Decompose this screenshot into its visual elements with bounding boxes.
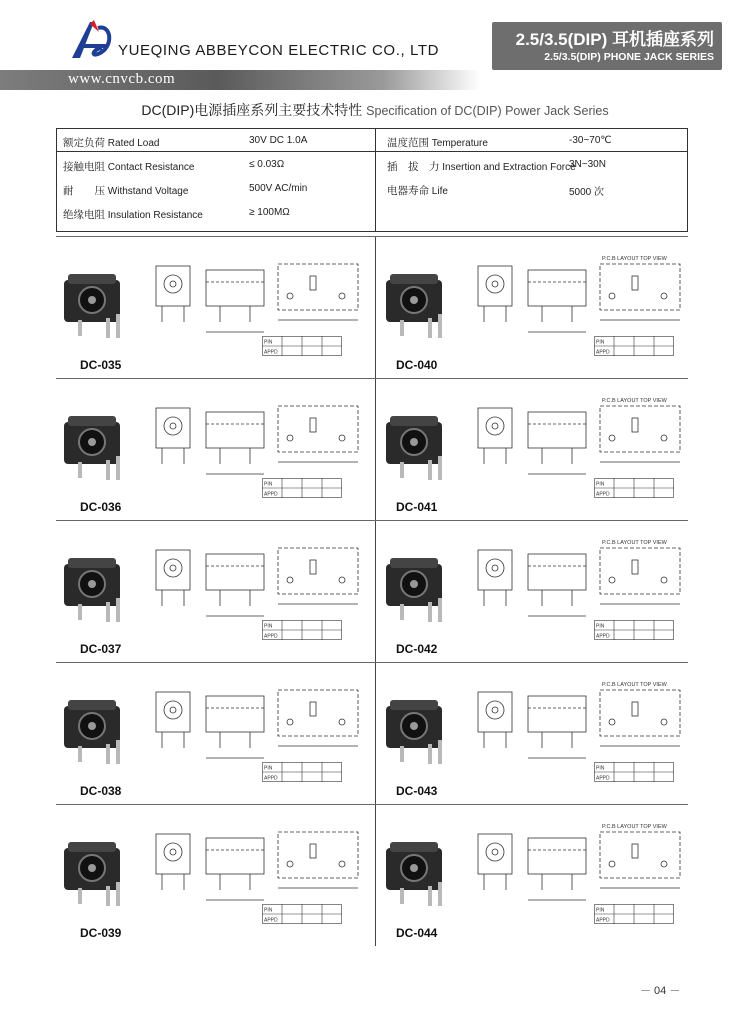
row-divider	[56, 378, 688, 379]
svg-text:PIN: PIN	[596, 481, 605, 488]
column-divider	[375, 236, 376, 946]
svg-text:PIN: PIN	[596, 339, 605, 346]
svg-text:APPD: APPD	[264, 775, 278, 782]
pin-table	[594, 620, 674, 645]
pin-table	[262, 336, 342, 361]
spec-value-temperature: -30~70℃	[569, 135, 612, 146]
model-label: DC-044	[396, 926, 438, 940]
spec-value-withstand-voltage: 500V AC/min	[249, 183, 308, 194]
svg-text:APPD: APPD	[264, 491, 278, 498]
spec-label-insertion-force: 插 拔 力 Insertion and Extraction Force	[387, 161, 576, 173]
model-label: DC-036	[80, 500, 122, 514]
website-url[interactable]: www.cnvcb.com	[68, 71, 176, 87]
model-label: DC-037	[80, 642, 122, 656]
svg-text:PIN: PIN	[596, 907, 605, 914]
pin-table	[262, 762, 342, 787]
jack-photo	[380, 826, 458, 917]
svg-text:PIN: PIN	[596, 765, 605, 772]
spec-label-life: 电器寿命 Life	[387, 185, 448, 197]
svg-text:APPD: APPD	[596, 491, 610, 498]
spec-heading	[0, 100, 750, 120]
svg-text:APPD: APPD	[264, 917, 278, 924]
svg-text:APPD: APPD	[596, 917, 610, 924]
model-label: DC-035	[80, 358, 122, 372]
svg-text:APPD: APPD	[264, 633, 278, 640]
spec-value-insulation-resistance: ≥ 100MΩ	[249, 207, 290, 218]
svg-text:APPD: APPD	[596, 775, 610, 782]
model-label: DC-043	[396, 784, 438, 798]
jack-photo	[380, 542, 458, 633]
svg-text:PIN: PIN	[264, 765, 273, 772]
spec-heading-en: Specification of DC(DIP) Power Jack Series	[366, 104, 609, 118]
model-label: DC-039	[80, 926, 122, 940]
row-divider	[56, 662, 688, 663]
svg-text:P.C.B LAYOUT TOP VIEW: P.C.B LAYOUT TOP VIEW	[602, 682, 667, 688]
spec-table	[56, 128, 688, 232]
pin-table	[594, 904, 674, 929]
svg-text:APPD: APPD	[264, 349, 278, 356]
pin-table	[594, 336, 674, 361]
model-label: DC-040	[396, 358, 438, 372]
spec-label-rated-load: 额定负荷 Rated Load	[63, 137, 160, 149]
model-label: DC-038	[80, 784, 122, 798]
spec-value-insertion-force: 3N~30N	[569, 159, 606, 170]
row-divider	[56, 520, 688, 521]
spec-label-contact-resistance: 接触电阻 Contact Resistance	[63, 161, 195, 173]
spec-label-withstand-voltage: 耐 压 Withstand Voltage	[63, 185, 189, 197]
svg-text:PIN: PIN	[264, 481, 273, 488]
jack-photo	[58, 400, 136, 491]
pin-table	[262, 904, 342, 929]
model-label: DC-041	[396, 500, 438, 514]
row-divider	[56, 804, 688, 805]
pin-table	[262, 620, 342, 645]
pin-table	[594, 762, 674, 787]
svg-text:PIN: PIN	[264, 623, 273, 630]
pin-table	[262, 478, 342, 503]
svg-text:PIN: PIN	[264, 907, 273, 914]
pin-table	[594, 478, 674, 503]
svg-text:APPD: APPD	[596, 633, 610, 640]
svg-text:P.C.B LAYOUT TOP VIEW: P.C.B LAYOUT TOP VIEW	[602, 824, 667, 830]
jack-photo	[380, 684, 458, 775]
series-subtitle: 2.5/3.5(DIP) PHONE JACK SERIES	[544, 51, 714, 63]
series-title: 2.5/3.5(DIP) 耳机插座系列	[515, 30, 714, 49]
svg-text:PIN: PIN	[596, 623, 605, 630]
company-name: YUEQING ABBEYCON ELECTRIC CO., LTD	[118, 42, 440, 59]
page-number: － 04 －	[640, 985, 681, 997]
spec-heading-zh: DC(DIP)电源插座系列主要技术特性	[141, 102, 363, 118]
spec-value-contact-resistance: ≤ 0.03Ω	[249, 159, 285, 170]
jack-photo	[380, 258, 458, 349]
jack-photo	[58, 826, 136, 917]
jack-photo	[58, 542, 136, 633]
spec-value-rated-load: 30V DC 1.0A	[249, 135, 308, 146]
svg-text:P.C.B LAYOUT TOP VIEW: P.C.B LAYOUT TOP VIEW	[602, 256, 667, 262]
spec-label-temperature: 温度范围 Temperature	[387, 137, 488, 149]
jack-photo	[58, 684, 136, 775]
svg-text:PIN: PIN	[264, 339, 273, 346]
row-divider	[56, 236, 688, 237]
company-logo	[68, 18, 116, 64]
svg-text:P.C.B LAYOUT TOP VIEW: P.C.B LAYOUT TOP VIEW	[602, 540, 667, 546]
svg-text:APPD: APPD	[596, 349, 610, 356]
spec-value-life: 5000 次	[569, 187, 605, 198]
svg-text:P.C.B LAYOUT TOP VIEW: P.C.B LAYOUT TOP VIEW	[602, 398, 667, 404]
spec-label-insulation-resistance: 绝缘电阻 Insulation Resistance	[63, 209, 203, 221]
jack-photo	[58, 258, 136, 349]
model-label: DC-042	[396, 642, 438, 656]
jack-photo	[380, 400, 458, 491]
